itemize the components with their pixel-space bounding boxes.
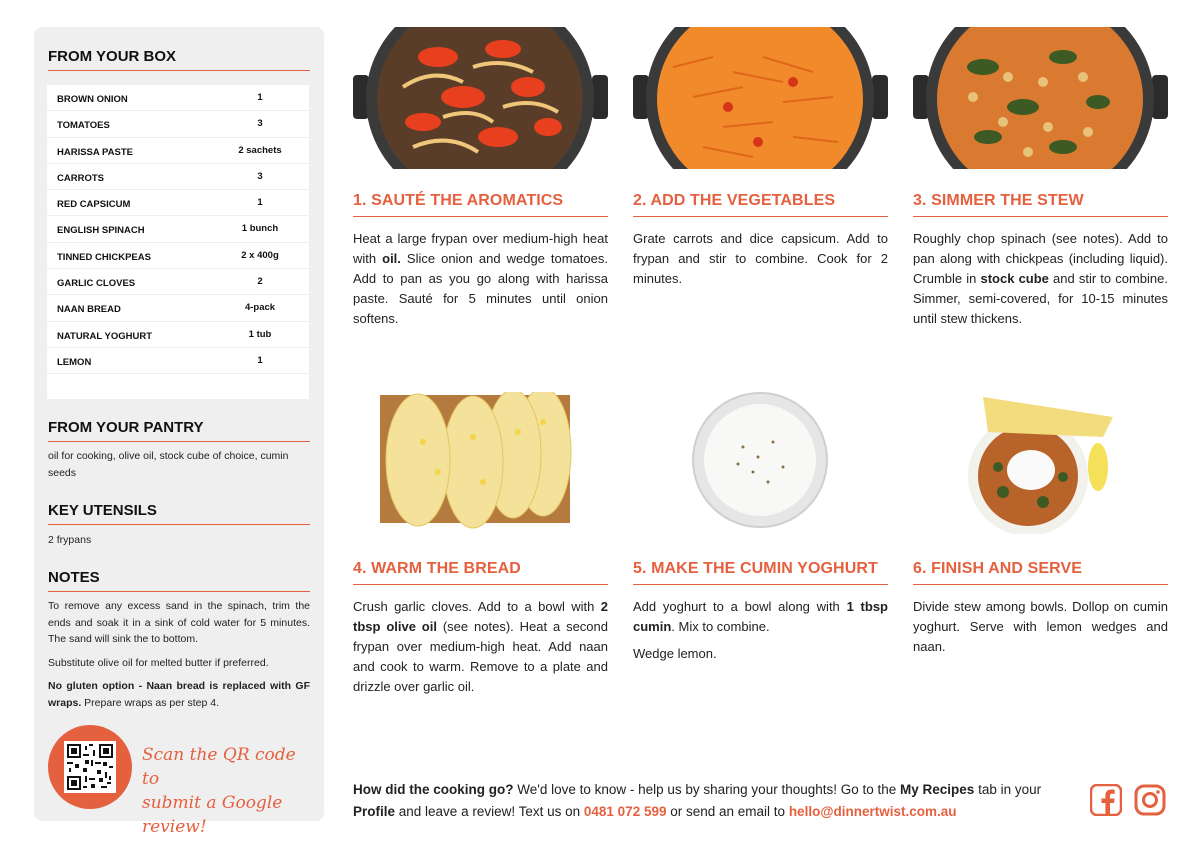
qr-caption-line-2: submit a Google review!	[142, 793, 283, 837]
ingredient-qty: 3	[257, 118, 263, 130]
utensils-text: 2 frypans	[48, 534, 92, 546]
ingredient-name: GARLIC CLOVES	[57, 278, 136, 290]
step-3-text-a: Roughly chop spinach (see notes). Add to pan along with chickpeas (including liquid). Crumble in	[913, 231, 1168, 286]
step-3-photo	[913, 27, 1168, 169]
ingredient-name: TOMATOES	[57, 120, 110, 132]
notes-title: NOTES	[48, 569, 310, 592]
ingredient-name: CARROTS	[57, 172, 104, 184]
step-6-text-a: Divide stew among bowls. Dollop on cumin yoghurt. Serve with lemon wedges and naan.	[913, 599, 1168, 654]
step-5-photo	[633, 392, 888, 534]
note-3-rest: Prepare wraps as per step 4.	[81, 696, 220, 709]
step-4-text-c: (see notes). Heat a second frypan over medium-high heat. Add naan and cook to warm. Remove to a plate and drizzle over garlic oil.	[353, 619, 608, 694]
feedback-footer	[353, 779, 1078, 823]
ingredient-name: LEMON	[57, 356, 92, 368]
ingredient-qty: 1 bunch	[241, 223, 279, 235]
step-5-text	[633, 597, 888, 671]
ingredient-row	[47, 138, 309, 164]
step-2-title: 2. ADD THE VEGETABLES	[633, 192, 888, 217]
ingredient-qty: 4-pack	[244, 302, 276, 314]
ingredient-qty: 2 x 400g	[241, 249, 279, 261]
step-4-title: 4. WARM THE BREAD	[353, 560, 608, 585]
ingredient-row	[47, 348, 309, 374]
qr-caption-line-1: Scan the QR code to	[142, 745, 296, 789]
step-6-title: 6. FINISH AND SERVE	[913, 560, 1168, 585]
ingredient-row	[47, 243, 309, 269]
ingredient-name: ENGLISH SPINACH	[57, 225, 145, 237]
step-2-text-a: Grate carrots and dice capsicum. Add to frypan and stir to combine. Cook for 2 minutes.	[633, 231, 888, 286]
ingredient-qty: 2 sachets	[238, 144, 282, 156]
step-4-photo	[353, 392, 608, 534]
email-link[interactable]: hello@dinnertwist.com.au	[788, 804, 957, 819]
step-4-text-a: Crush garlic cloves. Add to a bowl with	[353, 599, 601, 614]
step-1-photo	[353, 27, 608, 169]
step-5-title: 5. MAKE THE CUMIN YOGHURT	[633, 560, 888, 585]
step-4-text	[353, 597, 608, 704]
step-5-text-c: . Mix to combine.	[671, 619, 770, 634]
ingredient-row	[47, 216, 309, 242]
my-recipes-link[interactable]: My Recipes	[900, 782, 975, 797]
footer-text-4: or send an email to	[666, 804, 789, 819]
pantry-text: oil for cooking, olive oil, stock cube of choice, cumin seeds	[48, 450, 289, 479]
step-5-text-a: Add yoghurt to a bowl along with	[633, 599, 847, 614]
ingredient-qty: 1	[257, 92, 263, 103]
step-1-text-b: oil.	[382, 251, 401, 266]
step-1-text-a: Heat a large frypan over medium-high heat with	[353, 231, 608, 266]
ingredient-qty: 1	[257, 197, 263, 209]
step-4-text-b: 2 tbsp olive oil	[353, 599, 608, 634]
key-utensils-title: KEY UTENSILS	[48, 502, 310, 525]
ingredient-qty: 1	[257, 354, 263, 366]
ingredient-name: NATURAL YOGHURT	[57, 330, 152, 342]
ingredient-name: TINNED CHICKPEAS	[57, 251, 151, 263]
note-1: To remove any excess sand in the spinach, trim the ends and soak it in a sink of cold water for 5 minutes. The sand will sink the to bottom.	[48, 600, 310, 645]
ingredient-row	[47, 190, 309, 216]
step-3-text-b: stock cube	[980, 271, 1049, 286]
qr-badge[interactable]	[48, 725, 132, 809]
ingredient-qty: 2	[257, 276, 263, 288]
note-3-bold: No gluten option - Naan bread is replaced with GF wraps.	[48, 680, 310, 709]
step-6-text	[913, 597, 1168, 664]
ingredient-row	[47, 111, 309, 137]
footer-text-1: We'd love to know - help us by sharing your thoughts! Go to the	[513, 782, 901, 797]
step-2-text	[633, 229, 888, 296]
footer-question: How did the cooking go?	[353, 782, 514, 797]
ingredient-row	[47, 295, 309, 321]
footer-text-3: and leave a review! Text us on	[395, 804, 584, 819]
footer-text-2: tab in your	[974, 782, 1042, 797]
note-3	[48, 678, 310, 711]
step-2-photo	[633, 27, 888, 169]
notes-text	[48, 598, 310, 718]
profile-link[interactable]: Profile	[353, 804, 396, 819]
step-1-title: 1. SAUTÉ THE AROMATICS	[353, 192, 608, 217]
from-your-pantry-title: FROM YOUR PANTRY	[48, 419, 310, 442]
facebook-icon[interactable]	[1090, 784, 1122, 816]
ingredients-sidebar	[34, 27, 324, 837]
ingredient-name: NAAN BREAD	[57, 304, 121, 316]
ingredient-name: HARISSA PASTE	[57, 146, 134, 158]
ingredient-row	[47, 269, 309, 295]
step-5-text-b: 1 tbsp cumin	[633, 599, 888, 634]
step-3-text-c: and stir to combine. Simmer, semi-covered, for 10-15 minutes until stew thickens.	[913, 271, 1168, 326]
note-2: Substitute olive oil for melted butter if preferred.	[48, 656, 269, 669]
ingredient-row	[47, 85, 309, 111]
ingredient-name: BROWN ONION	[57, 94, 128, 105]
ingredient-name: RED CAPSICUM	[57, 199, 131, 211]
ingredient-row	[47, 322, 309, 348]
ingredient-row	[47, 164, 309, 190]
from-your-box-title: FROM YOUR BOX	[48, 48, 310, 71]
qr-code-icon[interactable]	[64, 741, 116, 793]
step-3-title: 3. SIMMER THE STEW	[913, 192, 1168, 217]
step-1-text-c: Slice onion and wedge tomatoes. Add to pan as you go along with harissa paste. Sauté for 5 minutes until onion softens.	[353, 251, 608, 326]
step-3-text	[913, 229, 1168, 336]
ingredient-qty: 3	[257, 170, 263, 182]
qr-caption	[142, 743, 317, 839]
step-6-photo	[913, 392, 1168, 534]
step-1-text	[353, 229, 608, 336]
ingredient-qty: 1 tub	[248, 328, 272, 340]
step-5-text-d: Wedge lemon.	[633, 646, 717, 661]
instagram-icon[interactable]	[1134, 784, 1166, 816]
phone-link[interactable]: 0481 072 599	[583, 804, 667, 819]
ingredients-table	[47, 85, 309, 399]
